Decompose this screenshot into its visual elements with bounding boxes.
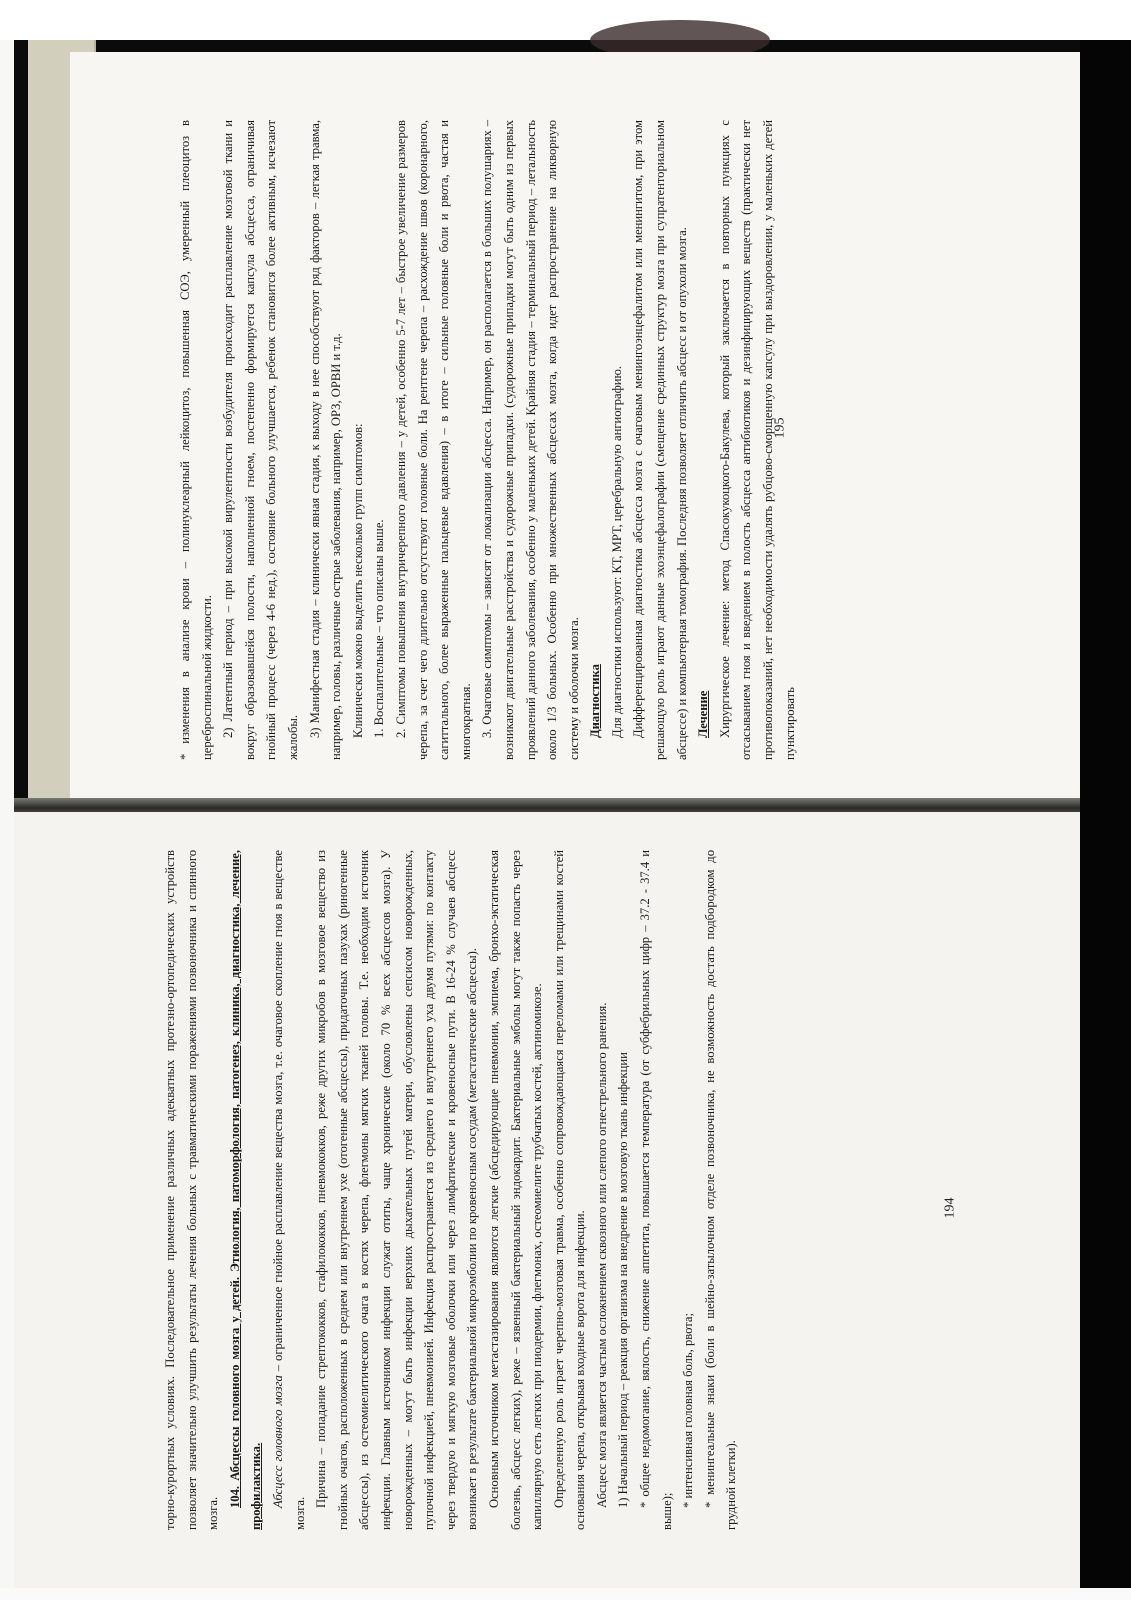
- paragraph: Причина – попадание стрептококков, стафилококков, пневмококков, реже других микробов в мозговое вещество из гнойных очагов, расположенных в среднем или внутреннем ухе (отогенные абсцессы), придаточных пазухах (риногенные абсцессы), из остеомиелитического очага в костях черепа, флегмоны мягких тканей головы. Т.е. необходим источник инфекции. Главным источником инфекции служат отиты, чаще хронические (около 70 % всех абсцессов мозга). У новорожденных – могут быть инфекции верхних дыхательных путей матери, обусловлены сепсисом новорожденных, пупочной инфекцией, пневмонией. Инфекция распространяется из среднего и внутреннего уха двумя путями: по контакту через твердую и мягкую мозговые оболочки или через лимфатические и кровеносные пути. В 16-24 % случаев абсцесс возникает в результате бактериальной микроэмболии по кровеносным сосудам (метастатические абсцессы).: [314, 850, 480, 1530]
- paragraph: Хирургическое лечение: метод Спасокукоцкого-Бакулева, который заключается в повторных пункциях с отсасыванием гноя и введением в полость абсцесса антибиотиков и дезинфицирующих веществ (практически нет противопоказаний, нет необходимости удалять рубцово-сморщенную капсулу при выздоровлении, у маленьких детей пунктировать: [717, 120, 797, 760]
- chapter-title: Абсцессы головного мозга у детей. Этиология, патоморфология, патогенез, клиника, диагностика, лечение, профилактика.: [227, 850, 264, 1530]
- page-195-text: [175, 120, 801, 760]
- paragraph: Основным источником метастазирования являются легкие (абсцедирующие пневмонии, эмпиема, бронхо-эктатическая болезнь, абсцесс легких), реже – язвенный бактериальный эндокардит. Бактериальные эмболы могут также попасть через капиллярную сеть легких при пиодермии, флегмонах, остеомиелите трубчатых костей, актиномикозе.: [486, 850, 545, 1530]
- page-number: 194: [942, 1197, 958, 1219]
- list-item: * общее недомогание, вялость, снижение аппетита, повышается температура (от субфебрильных цифр – 37.2 - 37.4 и выше);: [638, 850, 674, 1530]
- scan-background-left: [0, 40, 14, 1588]
- chapter-number: 104.: [227, 1485, 242, 1508]
- paragraph: Определенную роль играет черепно-мозговая травма, особенно сопровождающаяся переломами или трещинами костей основания черепа, открывая входные ворота для инфекции.: [551, 850, 588, 1530]
- paragraph: Для диагностики используют: КТ, МРТ, церебральную ангиографию.: [609, 365, 624, 738]
- section-title-diagnostics: Диагностика: [588, 664, 603, 738]
- chapter-heading: [225, 850, 268, 1530]
- definition-term: Абсцесс головного мозга: [270, 1375, 285, 1508]
- list-item: * менингеальные знаки (боли в шейно-затылочном отделе позвоночника, не возможность достать подбородком до грудной клетки).: [702, 850, 739, 1530]
- section-title-treatment: Лечение: [696, 690, 711, 738]
- paragraph: 1) Начальный период – реакция организма на внедрение в мозговую ткань инфекции: [616, 1052, 631, 1508]
- paragraph: торно-курортных условиях. Последовательное применение различных адекватных протезно-ортопедических устройств позволяет значительно улучшить результаты лечения больных с травматическими поражениями позвоночника и спинного мозга.: [163, 850, 221, 1530]
- page-194-text: [160, 850, 743, 1530]
- scan-background-bottom: [0, 1588, 1131, 1600]
- scan-background-top: [0, 0, 1131, 40]
- page-number: 195: [772, 417, 788, 439]
- definition-paragraph: [268, 850, 311, 1530]
- paragraph: 2) Латентный период – при высокой вирулентности возбудителя происходит расплавление мозговой ткани и вокруг образовавшейся полости, наполненной гноем, постепенно формируется капсула абсцесса, ограничивая гнойный процесс (через 4-6 нед.), состояние больного улучшается, ребенок становится более активным, исчезают жалобы.: [221, 120, 300, 760]
- list-item: * интенсивная головная боль, рвота;: [681, 1313, 696, 1508]
- definition-text: – ограниченное гнойное расплавление вещества мозга, т.е. очаговое скопление гноя в веществе мозга.: [270, 849, 307, 1530]
- paragraph: 3. Очаговые симптомы – зависят от локализации абсцесса. Например, он располагается в больших полушариях – возникают двигательные расстройства и судорожные припадки. (судорожные припадки могут быть одним из первых проявлений данного заболевания, особенно у маленьких детей. Крайняя стадия – терминальный период – летальность около 1/3 больных. Особенно при множественных абсцессах мозга, когда идет распространение на ликворную систему и оболочки мозга.: [480, 120, 581, 760]
- paragraph: Клинически можно выделить несколько групп симптомов:: [350, 423, 365, 738]
- paragraph: 1. Воспалительные – что описаны выше.: [372, 519, 387, 738]
- paragraph: * изменения в анализе крови – полинуклеарный лейкоцитоз, повышенная СОЭ, умеренный плеоцитоз в цереброспинальной жидкости.: [178, 120, 214, 760]
- paragraph: 3) Манифестная стадия – клинически явная стадия, к выходу в нее способствуют ряд факторов – легкая травма, например, головы, различные острые заболевания, например, ОРЗ, ОРВИ и т.д.: [307, 120, 344, 760]
- paragraph: 2. Симптомы повышения внутричерепного давления – у детей, особенно 5-7 лет – быстрое увеличение размеров черепа, за счет чего длительно отсутствуют головные боли. На рентгене черепа – расхождение швов (коронарного, сагиттального, более выраженные пальцевые вдавления) – в итоге – сильные головные боли и рвота, частая и многократная.: [393, 120, 473, 760]
- paragraph: Абсцесс мозга является частым осложнением сквозного или слепого огнестрельного ранения.: [594, 1002, 609, 1508]
- scan-edge-shadow: [1080, 40, 1131, 1588]
- paragraph: Дифференцированная диагностика абсцесса мозга с очаговым менингоэнцефалитом или менингитом, при этом решающую роль играют данные эхоэнцефалографии (смещение срединных структур мозга при супратенториальном абсцессе) и компьютерная томография. Последняя позволяет отличить абсцесс и от опухоли мозга.: [631, 120, 689, 760]
